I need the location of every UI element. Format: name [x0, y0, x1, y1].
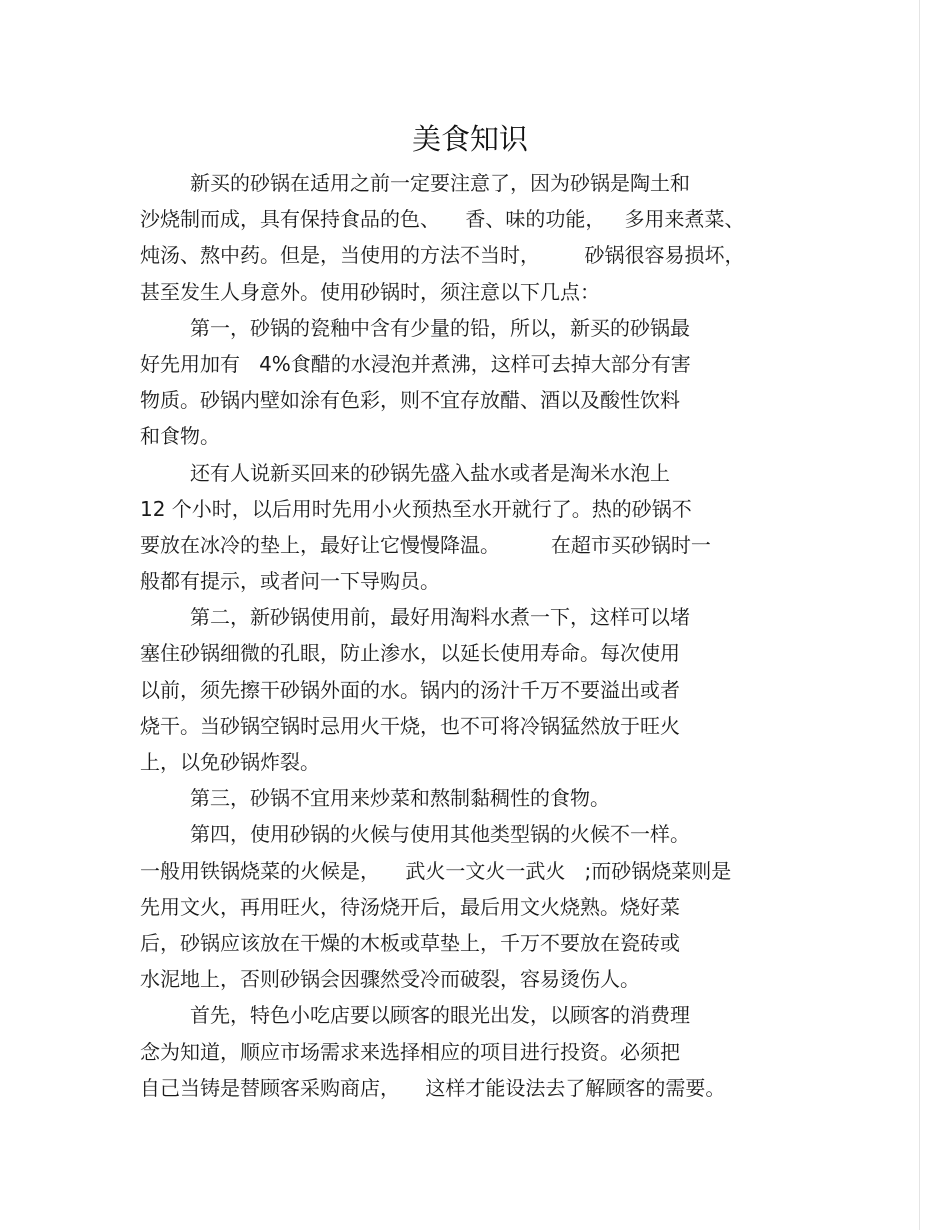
text-line: 塞住砂锅细微的孔眼，防止渗水，以延长使用寿命。每次使用	[140, 641, 680, 666]
text-line: 新买的砂锅在适用之前一定要注意了，因为砂锅是陶土和	[190, 171, 690, 195]
text-line: 12 个小时，以后用时先用小火预热至水开就行了。热的砂锅不	[140, 496, 692, 521]
text-line: 首先，特色小吃店要以顾客的眼光出发，以顾客的消费理	[190, 1003, 690, 1028]
article-body	[140, 165, 810, 1106]
text-line: 第三，砂锅不宜用来炒菜和熬制黏稠性的食物。	[190, 786, 610, 811]
page-title: 美食知识	[411, 122, 528, 156]
text-line: 水泥地上，否则砂锅会因骤然受冷而破裂，容易烫伤人。	[140, 967, 640, 992]
text-line: 和食物。	[140, 424, 220, 449]
page-edge-divider	[919, 0, 920, 1230]
text-line: 自己当铸是替顾客采购商店， 这样才能设法去了解顾客的需要。	[140, 1075, 726, 1100]
text-line: 念为知道，顺应市场需求来选择相应的项目进行投资。必须把	[140, 1039, 680, 1064]
text-line: 一般用铁锅烧菜的火候是， 武火一文火一武火 ;而砂锅烧菜则是	[140, 858, 732, 883]
text-line: 要放在冰冷的垫上，最好让它慢慢降温。 在超市买砂锅时一	[140, 532, 711, 557]
text-line: 好先用加有 4%食醋的水浸泡并煮沸，这样可去掉大部分有害	[140, 351, 691, 376]
text-line: 烧干。当砂锅空锅时忌用火干烧，也不可将冷锅猛然放于旺火	[140, 713, 680, 738]
text-line: 第一，砂锅的瓷釉中含有少量的铅，所以，新买的砂锅最	[190, 315, 690, 340]
text-line: 甚至发生人身意外。使用砂锅时，须注意以下几点：	[140, 279, 600, 304]
text-line: 炖汤、熬中药。但是，当使用的方法不当时， 砂锅很容易损坏，	[140, 243, 745, 268]
text-line: 第二，新砂锅使用前，最好用淘料水煮一下，这样可以堵	[190, 605, 690, 630]
text-line: 还有人说新买回来的砂锅先盛入盐水或者是淘米水泡上	[190, 460, 670, 485]
text-line: 沙烧制而成，具有保持食品的色、 香、味的功能， 多用来煮菜、	[140, 207, 745, 232]
text-line: 先用文火，再用旺火，待汤烧开后，最后用文火烧熟。烧好菜	[140, 894, 680, 919]
text-line: 第四，使用砂锅的火候与使用其他类型锅的火候不一样。	[190, 822, 690, 847]
text-line: 上，以免砂锅炸裂。	[140, 750, 320, 774]
text-line: 物质。砂锅内壁如涂有色彩，则不宜存放醋、酒以及酸性饮料	[140, 388, 680, 413]
text-line: 以前，须先擦干砂锅外面的水。锅内的汤汁千万不要溢出或者	[140, 677, 680, 702]
text-line: 般都有提示，或者问一下导购员。	[140, 569, 440, 594]
text-line: 后，砂锅应该放在干燥的木板或草垫上，千万不要放在瓷砖或	[140, 930, 680, 955]
